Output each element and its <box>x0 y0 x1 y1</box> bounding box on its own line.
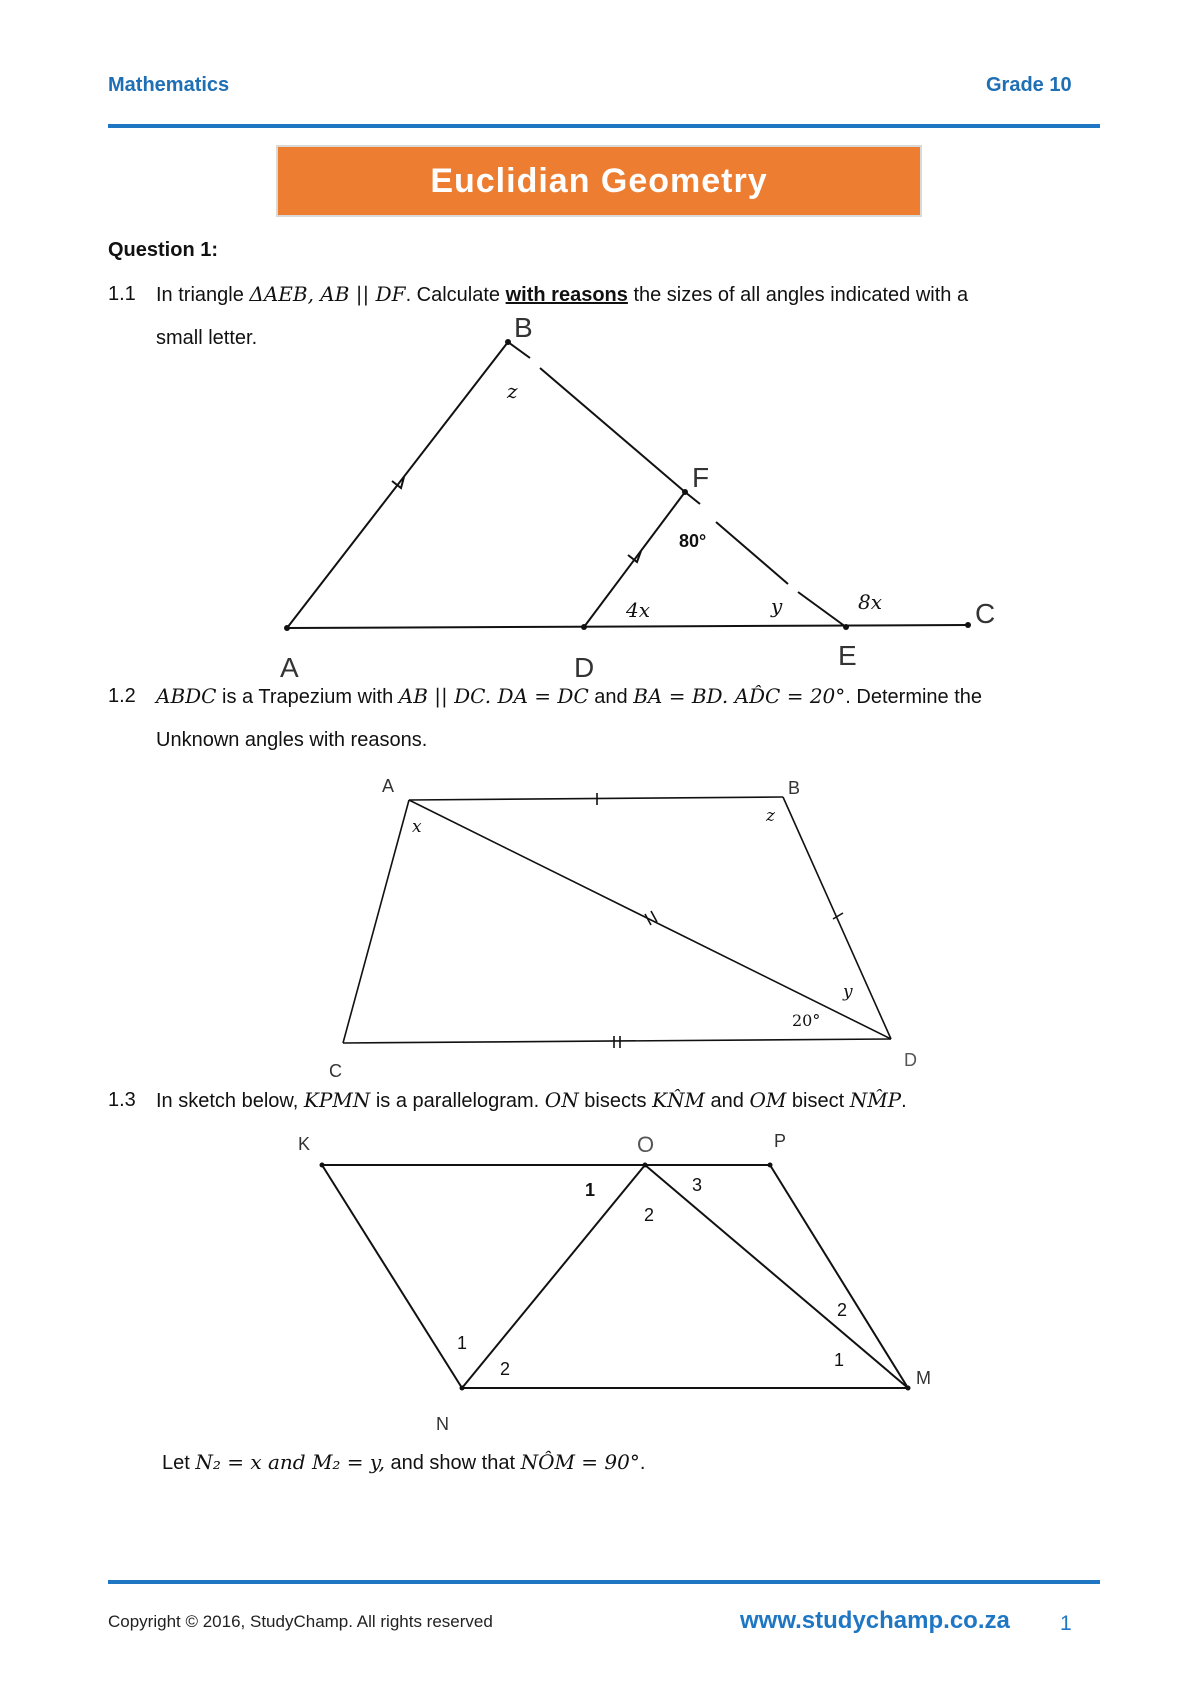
point-b <box>505 339 511 345</box>
label-c: C <box>329 1061 342 1080</box>
q1-3-math5: NM̂P <box>849 1088 902 1112</box>
q1-1-pre: In triangle <box>156 284 244 306</box>
figure-trapezium-abdc <box>0 770 1200 1080</box>
let-math2: NÔM = 90° <box>520 1450 640 1474</box>
segment-fe-part3 <box>798 592 846 627</box>
point-m <box>906 1386 911 1391</box>
website-link[interactable]: www.studychamp.co.za <box>740 1607 1010 1634</box>
angle-o1: 1 <box>585 1180 596 1200</box>
header-rule <box>108 124 1100 128</box>
angle-x: x <box>412 817 422 837</box>
title-banner <box>276 145 922 217</box>
point-e <box>843 624 849 630</box>
q1-1-number: 1.1 <box>108 283 136 305</box>
segment-ad <box>409 800 891 1039</box>
figure-parallelogram-kpmn <box>0 1120 1200 1440</box>
angle-y: y <box>843 982 853 1002</box>
point-c <box>965 622 971 628</box>
angle-y: y <box>771 594 783 618</box>
label-d: D <box>904 1050 917 1070</box>
point-f <box>682 489 688 495</box>
label-k: K <box>298 1134 311 1154</box>
label-m: M <box>916 1368 931 1388</box>
segment-ab <box>409 797 783 800</box>
label-f: F <box>692 462 710 493</box>
angle-8x: 8x <box>858 590 883 614</box>
q1-2-t3: . Determine the <box>845 686 983 708</box>
let-t3: . <box>639 1452 646 1474</box>
let-t1: Let <box>162 1452 196 1474</box>
footer-rule <box>108 1580 1100 1584</box>
label-d: D <box>574 652 595 680</box>
figure-triangle-aeb <box>0 300 1200 680</box>
segment-bd <box>783 797 891 1039</box>
q1-3-instruction <box>162 1448 645 1477</box>
segment-om <box>645 1165 908 1388</box>
label-a: A <box>280 652 299 680</box>
q1-2-line2: Unknown angles with reasons. <box>156 729 428 751</box>
q1-3-t2: is a parallelogram. <box>370 1090 545 1112</box>
q1-3-t6: . <box>901 1090 907 1112</box>
q1-3-t5: bisect <box>786 1090 850 1112</box>
question-heading: Question 1: <box>108 239 219 261</box>
point-a <box>284 625 290 631</box>
q1-2-t2: and <box>588 686 634 708</box>
point-o <box>643 1163 648 1168</box>
segment-ca <box>343 800 409 1043</box>
point-p <box>768 1163 773 1168</box>
angle-o3: 3 <box>692 1175 703 1195</box>
q1-3-math1: KPMN <box>303 1088 371 1112</box>
label-c: C <box>975 598 996 629</box>
q1-2-t1: is a Trapezium with <box>216 686 399 708</box>
q1-3-math4: OM <box>749 1088 787 1112</box>
q1-3-math3: KN̂M <box>652 1088 705 1112</box>
page-title: Euclidian Geometry <box>430 161 768 200</box>
q1-3-t4: and <box>704 1090 750 1112</box>
angle-o2: 2 <box>644 1205 655 1225</box>
q1-1-emphasis: with reasons <box>505 284 628 306</box>
angle-z: z <box>507 379 518 403</box>
segment-bf-part2 <box>540 368 685 492</box>
segment-bf-part1 <box>508 342 530 358</box>
segment-dc <box>343 1039 891 1043</box>
angle-m2: 2 <box>837 1300 848 1320</box>
q1-3-text <box>156 1086 907 1115</box>
point-d <box>581 624 587 630</box>
label-a: A <box>382 776 395 796</box>
let-math1: N₂ = x and M₂ = y, <box>195 1450 385 1474</box>
angle-20: 20° <box>792 1011 821 1030</box>
angle-n2: 2 <box>500 1359 511 1379</box>
label-o: O <box>637 1132 655 1157</box>
q1-3-t3: bisects <box>578 1090 653 1112</box>
segment-kn <box>322 1165 462 1388</box>
subject-label: Mathematics <box>108 74 230 96</box>
label-b: B <box>514 312 533 343</box>
q1-2-math3: BA = BD. AD̂C = 20° <box>633 684 846 708</box>
q1-2-text <box>156 682 982 711</box>
q1-3-number: 1.3 <box>108 1089 136 1111</box>
angle-80: 80° <box>679 531 707 551</box>
label-b: B <box>788 778 801 798</box>
q1-1-math: ΔAEB, AB || DF <box>249 282 406 306</box>
segment-ac <box>287 625 968 628</box>
copyright-text: Copyright © 2016, StudyChamp. All rights reserved <box>108 1612 493 1631</box>
angle-4x: 4x <box>626 598 651 622</box>
q1-1-mid: . Calculate <box>405 284 506 306</box>
point-k <box>320 1163 325 1168</box>
angle-n1: 1 <box>457 1333 468 1353</box>
q1-2-math1: ABDC <box>156 684 217 708</box>
let-t2: and show that <box>384 1452 521 1474</box>
angle-z: z <box>766 806 775 826</box>
angle-m1: 1 <box>834 1350 845 1370</box>
grade-label: Grade 10 <box>986 74 1072 96</box>
point-n <box>460 1386 465 1391</box>
q1-1-post: the sizes of all angles indicated with a <box>627 284 969 306</box>
q1-1-line2: small letter. <box>156 327 258 349</box>
label-e: E <box>838 640 857 671</box>
label-p: P <box>774 1131 787 1151</box>
q1-3-math2: ON <box>544 1088 579 1112</box>
label-n: N <box>436 1414 449 1434</box>
segment-fe-part2 <box>716 522 788 584</box>
q1-2-number: 1.2 <box>108 685 136 707</box>
segment-on <box>462 1165 645 1388</box>
page-number: 1 <box>1060 1612 1072 1635</box>
q1-2-math2: AB || DC. DA = DC <box>398 684 589 708</box>
q1-3-t1: In sketch below, <box>156 1090 304 1112</box>
